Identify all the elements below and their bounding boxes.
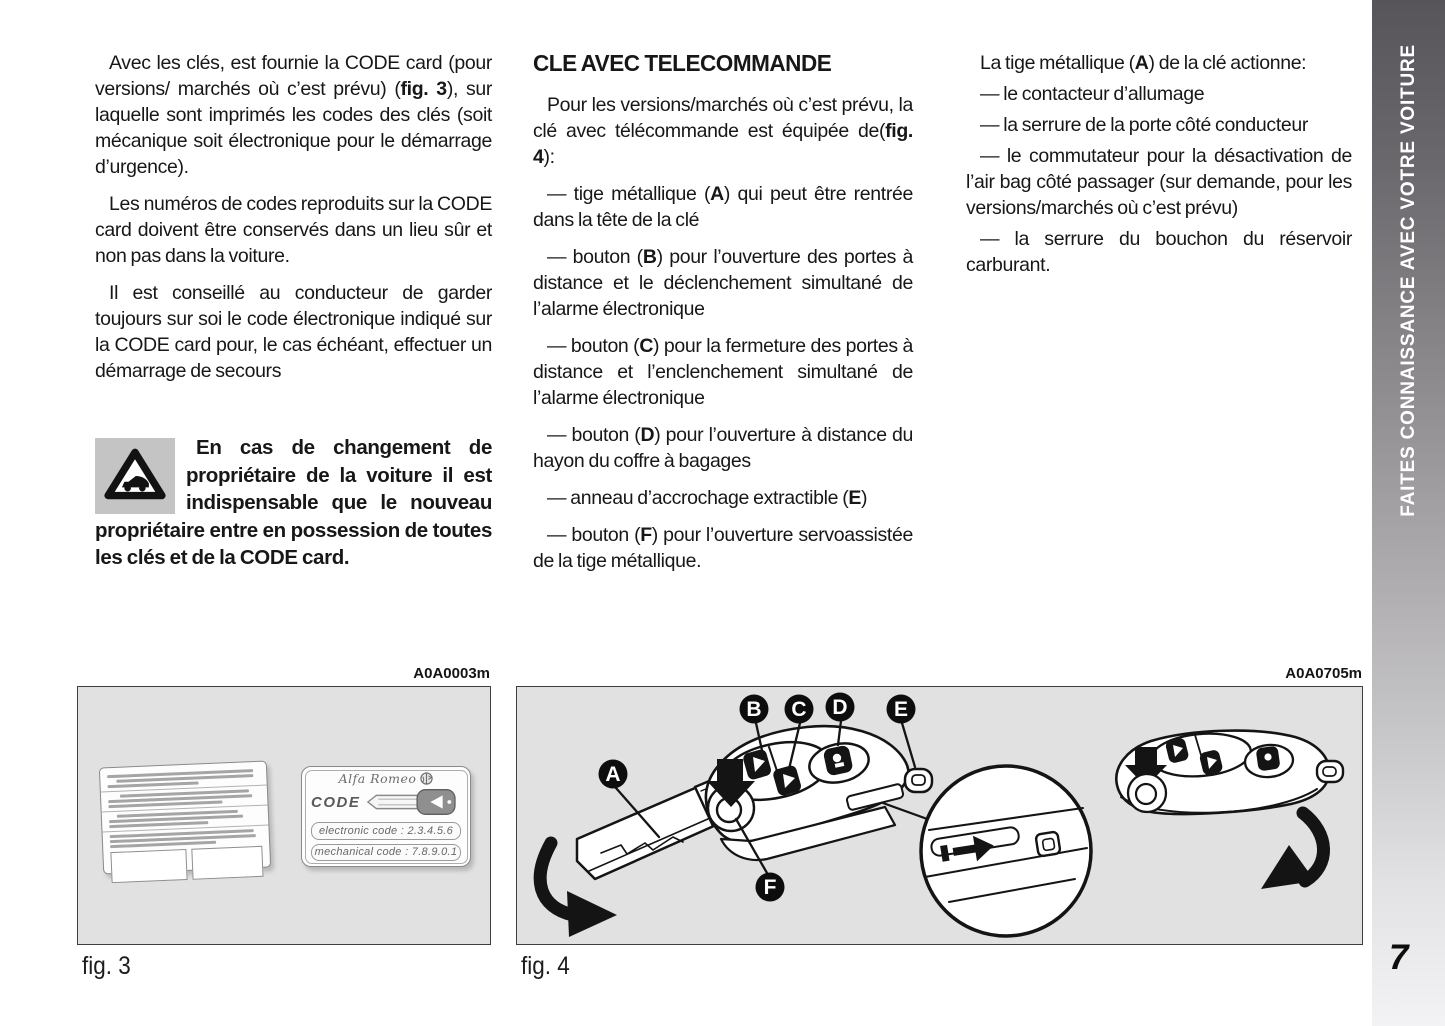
code-card-data-label — [99, 761, 271, 875]
column-right — [966, 50, 1352, 283]
figure-3-caption: fig. 3 — [82, 952, 131, 980]
figure-4-panel — [516, 686, 1363, 945]
list-item-button-d: — bouton (D) pour l’ouverture à distance du hayon du coffre à bagages — [533, 424, 913, 472]
paragraph-code-numbers: Les numéros de codes reproduits sur la CODE card doivent être conservés dans un lieu sûr et non pas dans la voiture. — [95, 193, 492, 267]
remote-key-illustration — [517, 687, 1363, 943]
column-middle — [533, 50, 913, 585]
code-label: CODE — [311, 793, 361, 811]
paragraph-intro-remote: Pour les versions/marchés où c’est prévu, la clé avec télécommande est équipée de(fig. 4): — [533, 94, 913, 168]
figure-4-caption: fig. 4 — [521, 952, 570, 980]
brand-name: Alfa Romeo — [338, 770, 417, 786]
alfa-romeo-badge-icon — [420, 772, 433, 785]
figure-3-reference-code: A0A0003m — [413, 665, 490, 682]
label-b: B — [746, 698, 762, 721]
label-f: F — [763, 876, 777, 899]
label-d: D — [832, 696, 848, 719]
label-c: C — [791, 698, 807, 721]
warning-note — [95, 434, 492, 572]
list-item-button-c: — bouton (C) pour la fermeture des portes à distance et l’enclenchement simultané de l’alarme électronique — [533, 335, 913, 409]
list-item-airbag-switch: — le commutateur pour la désactivation de l’air bag côté passager (sur demande, pour les versions/marchés où c’est prévu) — [966, 145, 1352, 219]
list-item-ring-e: — anneau d’accrochage extractible (E) — [547, 487, 868, 509]
figure-4 — [516, 665, 1363, 980]
list-item-metal-insert: — tige métallique (A) qui peut être rentrée dans la tête de la clé — [533, 183, 914, 231]
code-card-blank-box — [192, 846, 264, 880]
column-left — [95, 50, 492, 572]
warning-triangle-icon — [95, 438, 175, 514]
list-item-ignition: — le contacteur d’allumage — [980, 83, 1205, 105]
figure-3 — [77, 665, 491, 980]
code-card — [301, 766, 471, 867]
warning-text: En cas de changement de propriétaire de la voiture il est indispensable que le nouveau propriétaire entre en possession de toutes les clés et de la CODE card. — [95, 436, 492, 569]
list-item-door-lock: — la serrure de la porte côté conducteur — [980, 114, 1309, 136]
page-number: 7 — [1389, 938, 1409, 977]
list-item-fuel-cap: — la serrure du bouchon du réservoir carburant. — [966, 228, 1352, 276]
label-e: E — [893, 698, 909, 721]
figure-4-reference-code: A0A0705m — [1285, 665, 1362, 682]
code-card-blank-box — [110, 849, 187, 883]
figure-3-panel — [77, 686, 491, 945]
list-item-button-b: — bouton (B) pour l’ouverture des portes à distance et le déclenchement simultané de l’alarme électronique — [533, 246, 913, 320]
section-title: CLE AVEC TELECOMMANDE — [533, 50, 832, 76]
key-icon — [366, 787, 461, 817]
paragraph-code-card: Avec les clés, est fournie la CODE card (pour versions/ marchés où c’est prévu) (fig. 3), sur laquelle sont imprimés les codes des clés (soit mécanique soit électronique pour le démarrage d’urgence). — [95, 52, 492, 178]
paragraph-driver-advice: Il est conseillé au conducteur de garder toujours sur soi le code électronique indiqué sur la CODE card pour, le cas échéant, effectuer un démarrage de secours — [95, 282, 492, 382]
chapter-sidebar — [1372, 0, 1445, 1026]
paragraph-metal-insert-operates: La tige métallique (A) de la clé actionne: — [980, 52, 1307, 74]
label-a: A — [605, 763, 621, 786]
electronic-code-value: electronic code : 2.3.4.5.6 — [311, 822, 461, 840]
list-item-button-f: — bouton (F) pour l’ouverture servoassistée de la tige métallique. — [533, 524, 913, 572]
chapter-title: FAITES CONNAISSANCE AVEC VOTRE VOITURE — [1397, 44, 1419, 517]
mechanical-code-value: mechanical code : 7.8.9.0.1 — [311, 844, 461, 862]
